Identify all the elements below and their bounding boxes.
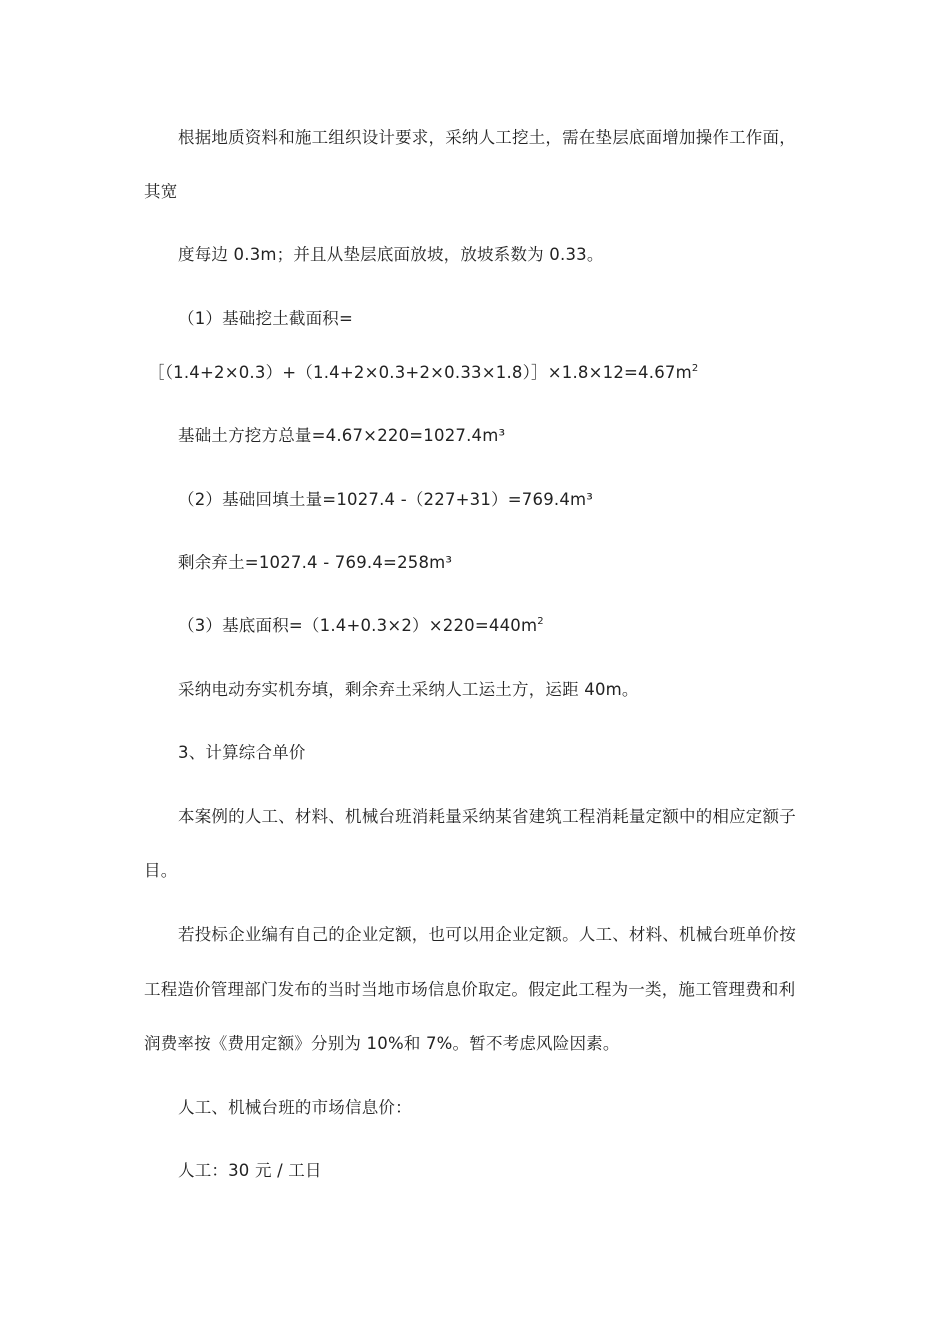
paragraph-line: 基础土方挖方总量=4.67×220=1027.4m³ [178, 426, 506, 445]
paragraph-line: 剩余弃土=1027.4 - 769.4=258m³ [178, 553, 453, 572]
paragraph-line: 人工：30 元 / 工日 [178, 1161, 322, 1180]
paragraph-line: 目。 [144, 861, 178, 880]
paragraph-line: （1）基础挖土截面积= [178, 309, 354, 328]
paragraph-line: 本案例的人工、材料、机械台班消耗量采纳某省建筑工程消耗量定额中的相应定额子 [178, 807, 796, 826]
paragraph-line: 度每边 0.3m；并且从垫层底面放坡，放坡系数为 0.33。 [178, 245, 604, 264]
paragraph-line: 采纳电动夯实机夯填，剩余弃土采纳人工运土方，运距 40m。 [178, 680, 639, 699]
paragraph-line: 润费率按《费用定额》分别为 10%和 7%。暂不考虑风险因素。 [144, 1034, 620, 1053]
formula-text: ［（1.4+2×0.3）+（1.4+2×0.3+2×0.33×1.8）］×1.8×12=4.67m [148, 363, 692, 382]
paragraph-line: 若投标企业编有自己的企业定额，也可以用企业定额。人工、材料、机械台班单价按 [178, 925, 796, 944]
superscript: 2 [691, 363, 699, 374]
paragraph-line: 工程造价管理部门发布的当时当地市场信息价取定。假定此工程为一类，施工管理费和利 [144, 980, 796, 999]
paragraph-line: 根据地质资料和施工组织设计要求，采纳人工挖土，需在垫层底面增加操作工作面， [178, 128, 796, 147]
formula-line [178, 614, 544, 638]
paragraph-line: （2）基础回填土量=1027.4 -（227+31）=769.4m³ [178, 490, 594, 509]
superscript: 2 [537, 616, 544, 627]
formula-line [148, 361, 698, 385]
section-heading: 3、计算综合单价 [178, 743, 306, 762]
formula-text: （3）基底面积=（1.4+0.3×2）×220=440m [178, 616, 538, 635]
paragraph-line: 人工、机械台班的市场信息价： [178, 1098, 412, 1117]
paragraph-line: 其宽 [144, 182, 178, 201]
